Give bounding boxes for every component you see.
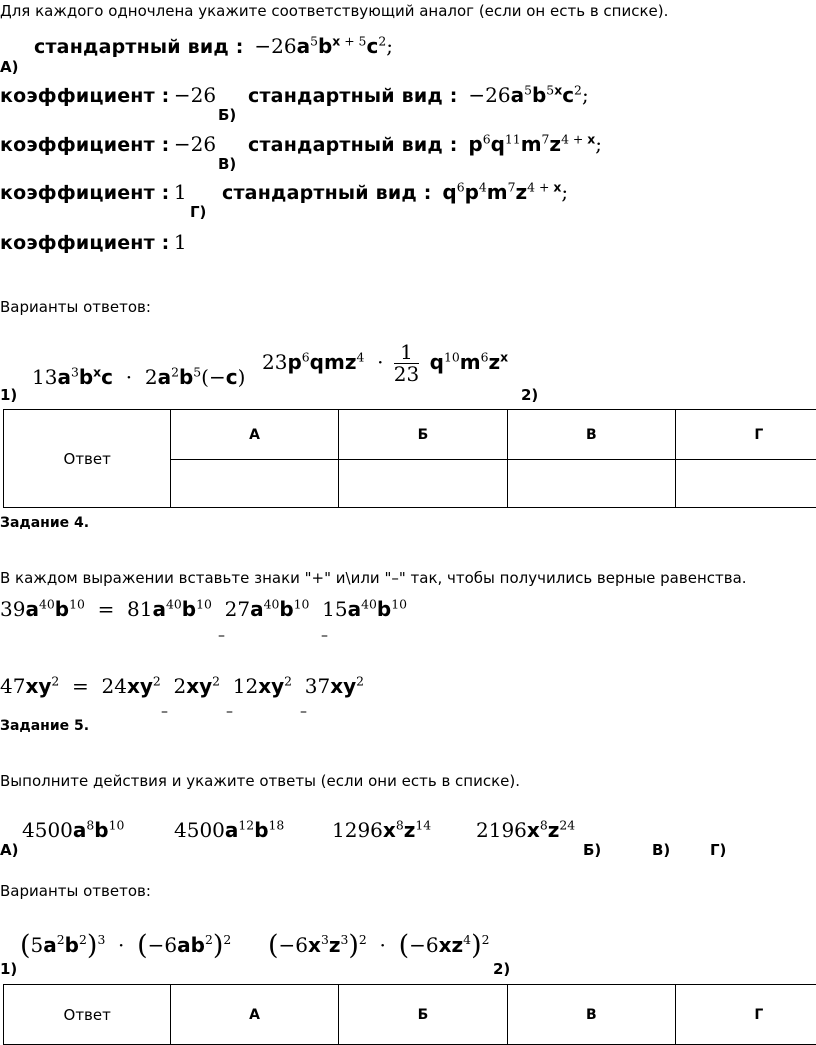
task5-letter-a: А) bbox=[0, 841, 19, 859]
task4-intro: В каждом выражении вставьте знаки "+" и\или "–" так, чтобы получились верные равенства. bbox=[0, 569, 747, 587]
option-2-expr: $23p^6qmz^4$ · $\frac{1}{23}$ $q^{10}m^6z^x$ bbox=[262, 340, 509, 386]
blank-dash[interactable]: – bbox=[226, 704, 233, 720]
task5-option-1-number: 1) bbox=[0, 960, 18, 978]
standard-form-d bbox=[222, 180, 568, 204]
task5-expr-d: $2196x^8z^{24}$ bbox=[476, 817, 576, 842]
coefficient-c-value: 1 bbox=[173, 180, 187, 204]
task5-option-1-expr: $(5a^2b^2)^3 \cdot (-6ab^2)^2$ bbox=[20, 930, 232, 961]
equation-1: $39a^{40}b^{10} = 81a^{40}b^{10}$ $27a^{40}b^{10}$ $15a^{40}b^{10}$ bbox=[0, 596, 408, 621]
coefficient-label: коэффициент : bbox=[0, 232, 170, 254]
answer-row-label: Ответ bbox=[4, 985, 171, 1045]
task5-letter-c: В) bbox=[652, 841, 671, 859]
task5-option-2-number: 2) bbox=[493, 960, 511, 978]
letter-b: Б) bbox=[218, 106, 237, 124]
task5-letter-b: Б) bbox=[583, 841, 602, 859]
header-a: А bbox=[171, 410, 338, 460]
coefficient-label: коэффициент : bbox=[0, 85, 170, 107]
blank-dash[interactable]: – bbox=[161, 704, 168, 720]
letter-d: Г) bbox=[190, 203, 207, 221]
blank-dash[interactable]: – bbox=[321, 628, 328, 644]
answer-cell-c[interactable] bbox=[508, 460, 675, 508]
equation-2: $47xy^2 = 24xy^2$ $2xy^2$ $12xy^2$ $37xy^2$ bbox=[0, 673, 365, 698]
task5-option-2-expr: $(-6x^3z^3)^2 \cdot (-6xz^4)^2$ bbox=[268, 930, 490, 961]
answer-cell-b[interactable] bbox=[338, 460, 507, 508]
header-d: Г bbox=[675, 410, 816, 460]
task5-expr-c: $1296x^8z^{14}$ bbox=[332, 817, 432, 842]
letter-a: А) bbox=[0, 58, 19, 76]
answer-table-1 bbox=[3, 409, 816, 508]
coefficient-a-value: −26 bbox=[173, 83, 217, 107]
task3-variants-label: Варианты ответов: bbox=[0, 298, 151, 316]
fraction: $\frac{1}{23}$ bbox=[393, 340, 420, 386]
standard-form-label: стандартный вид : bbox=[248, 85, 458, 107]
answer-cell-a[interactable] bbox=[171, 460, 338, 508]
coefficient-b-value: −26 bbox=[173, 132, 217, 156]
coefficient-b bbox=[0, 132, 216, 156]
header-b: Б bbox=[338, 985, 507, 1045]
task3-intro: Для каждого одночлена укажите соответствующий аналог (если он есть в списке). bbox=[0, 2, 669, 20]
header-a: А bbox=[171, 985, 338, 1045]
task5-letter-d: Г) bbox=[710, 841, 727, 859]
coefficient-a bbox=[0, 83, 216, 107]
blank-dash[interactable]: – bbox=[218, 628, 225, 644]
coefficient-c bbox=[0, 180, 187, 204]
blank-dash[interactable]: – bbox=[300, 704, 307, 720]
coefficient-d bbox=[0, 230, 187, 254]
task5-title: Задание 5. bbox=[0, 718, 90, 734]
standard-form-label: стандартный вид : bbox=[248, 134, 458, 156]
header-d: Г bbox=[675, 985, 816, 1045]
standard-form-a-expr: $-26a^5b^{x + 5}c^2$; bbox=[248, 33, 393, 58]
task5-variants-label: Варианты ответов: bbox=[0, 882, 151, 900]
coefficient-d-value: 1 bbox=[173, 230, 187, 254]
task4-title: Задание 4. bbox=[0, 515, 90, 531]
standard-form-label: стандартный вид : bbox=[222, 182, 432, 204]
standard-form-label: стандартный вид : bbox=[34, 36, 244, 58]
standard-form-c bbox=[248, 132, 602, 156]
task5-expr-a: $4500a^8b^{10}$ bbox=[22, 817, 125, 842]
coefficient-label: коэффициент : bbox=[0, 182, 170, 204]
coefficient-label: коэффициент : bbox=[0, 134, 170, 156]
answer-table-2 bbox=[3, 984, 816, 1045]
answer-row-label: Ответ bbox=[4, 410, 171, 508]
standard-form-b bbox=[248, 83, 589, 107]
standard-form-a bbox=[34, 34, 393, 58]
option-2-number: 2) bbox=[521, 386, 539, 404]
standard-form-b-expr: $-26a^5b^{5x}c^2$; bbox=[462, 82, 589, 107]
option-1-number: 1) bbox=[0, 386, 18, 404]
letter-c: В) bbox=[218, 155, 237, 173]
task5-intro: Выполните действия и укажите ответы (если они есть в списке). bbox=[0, 772, 521, 790]
header-c: В bbox=[508, 410, 675, 460]
standard-form-c-expr: $p^6q^{11}m^7z^{4 + x}$; bbox=[468, 131, 602, 156]
standard-form-d-expr: $q^6p^4m^7z^{4 + x}$; bbox=[442, 179, 569, 204]
header-b: Б bbox=[338, 410, 507, 460]
option-1-expr: $13a^3b^xc \cdot 2a^2b^5(-c)$ bbox=[32, 364, 246, 389]
header-c: В bbox=[508, 985, 675, 1045]
answer-cell-d[interactable] bbox=[675, 460, 816, 508]
task5-expr-b: $4500a^{12}b^{18}$ bbox=[174, 817, 285, 842]
